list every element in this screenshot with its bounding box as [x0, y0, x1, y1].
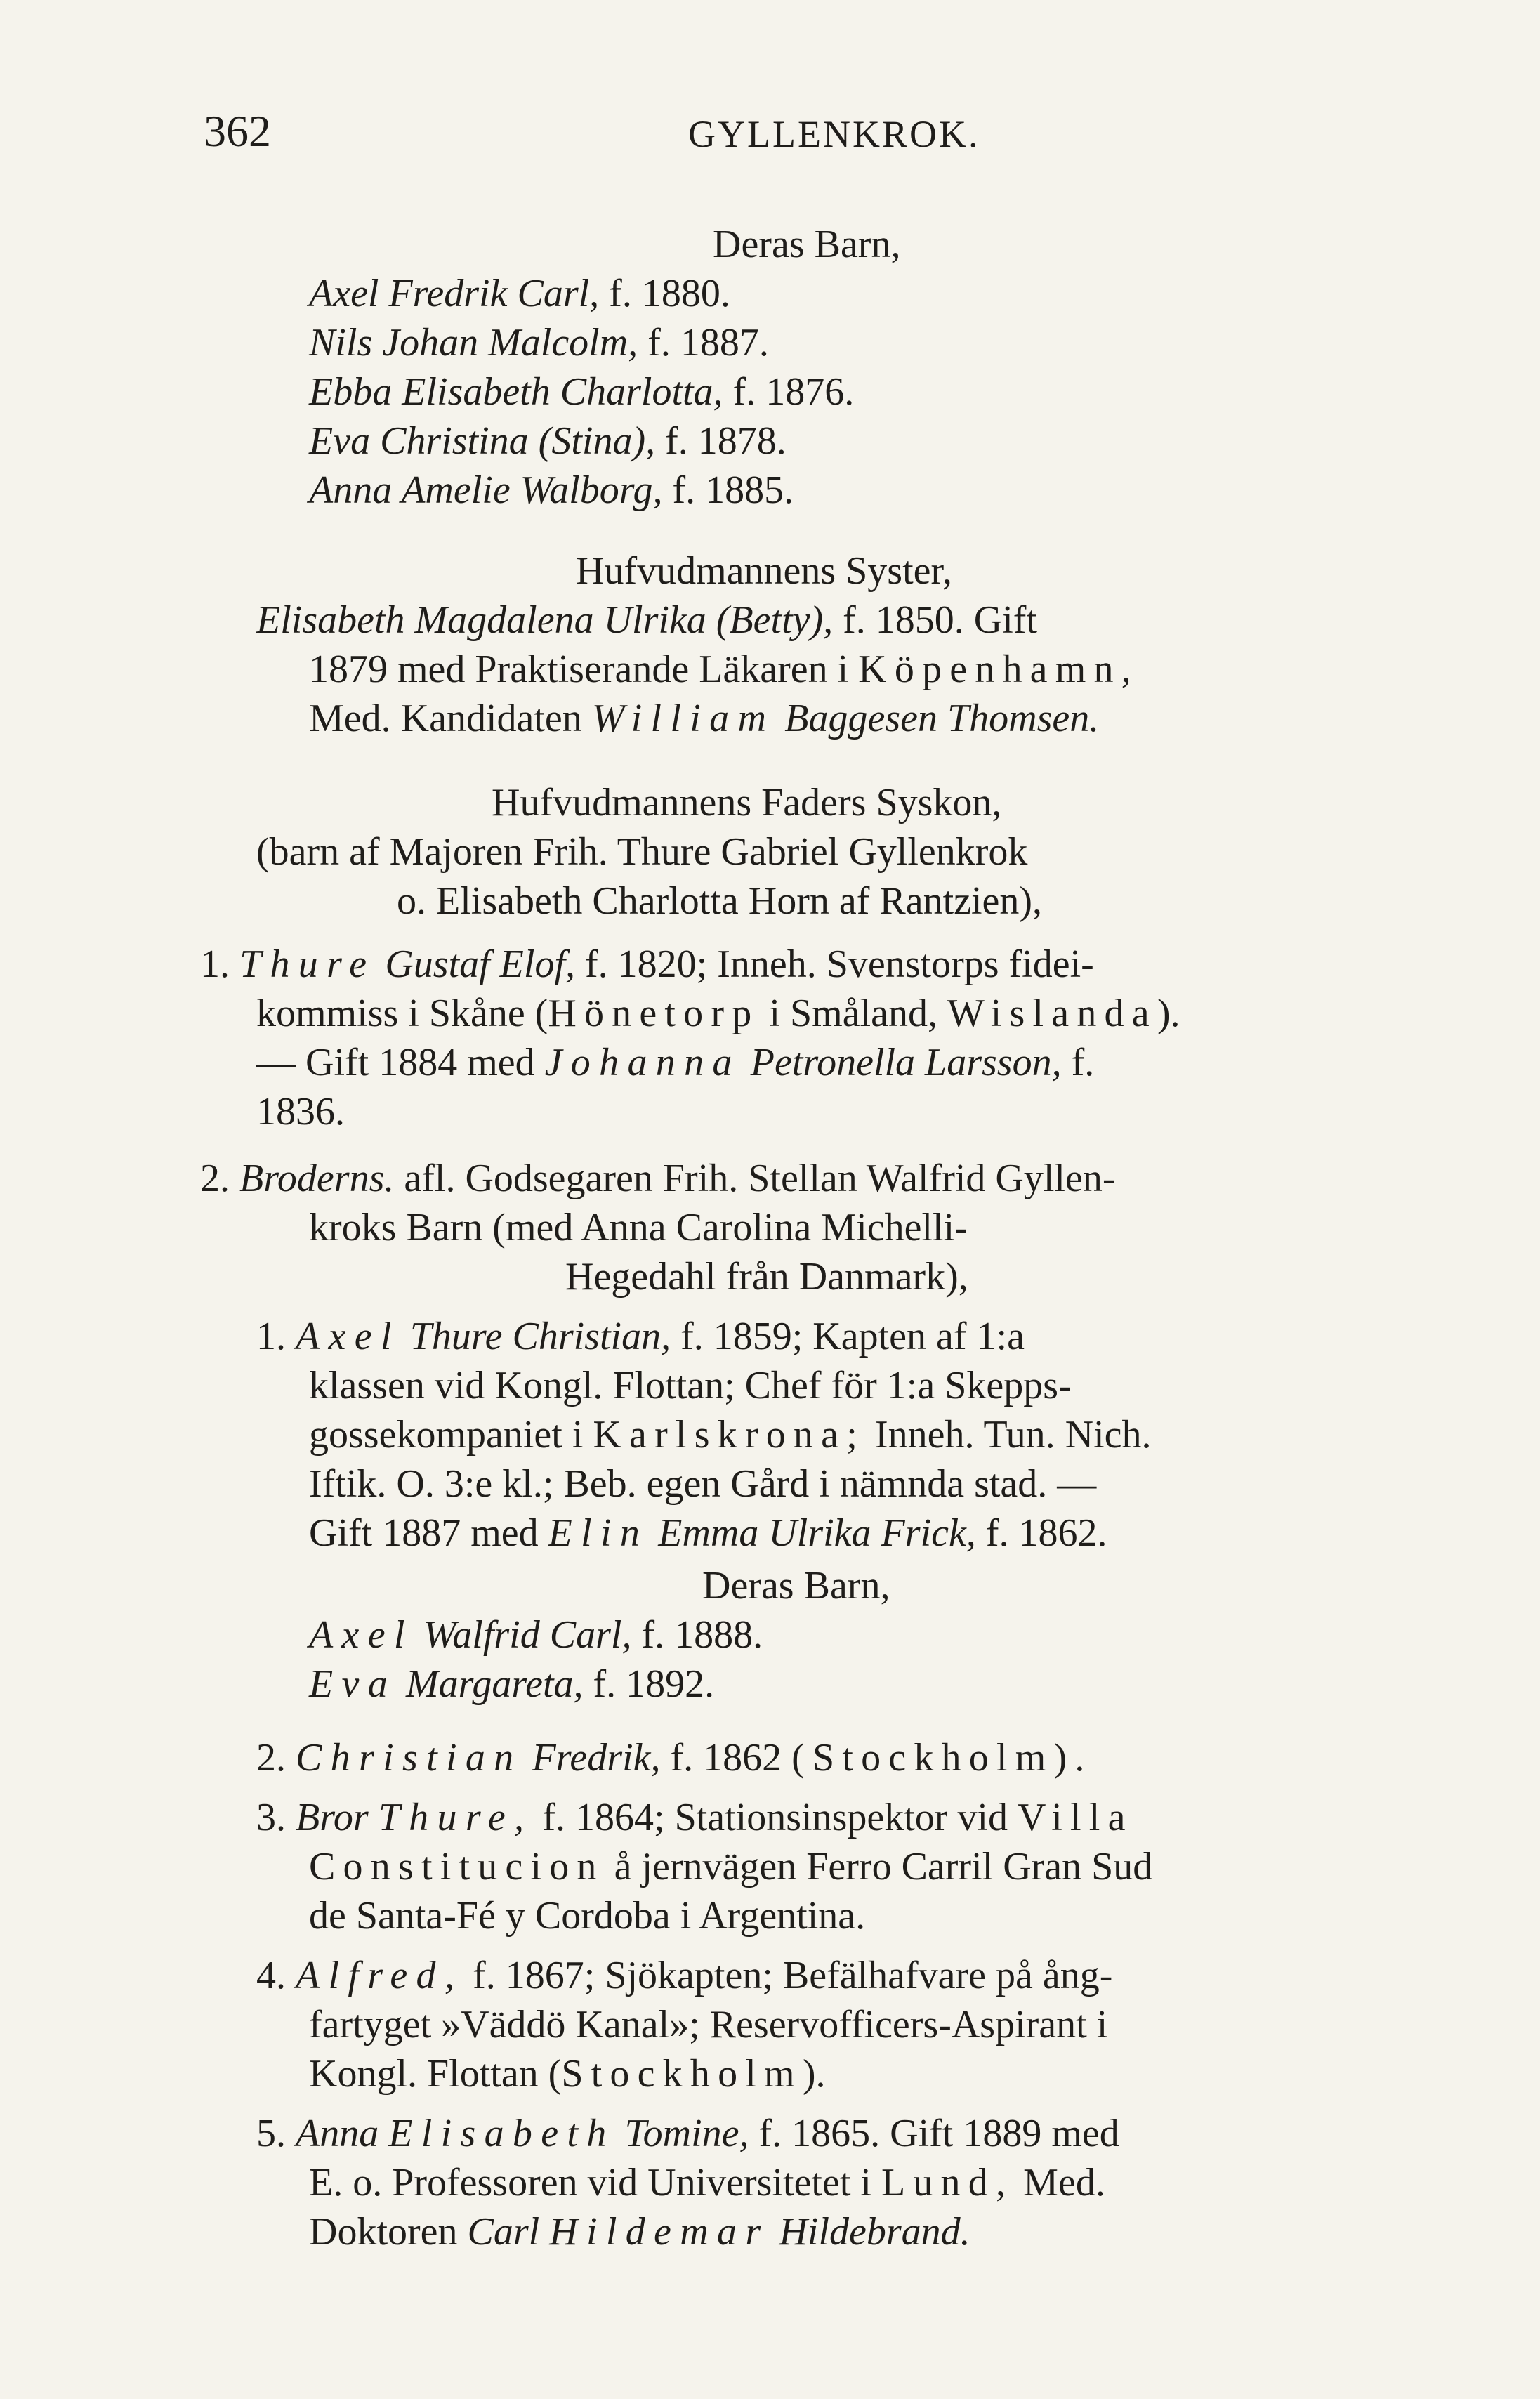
sub-4-line-1: 4. Alfred, f. 1867; Sjökapten; Befälhafvare på ång- [256, 1954, 1113, 1997]
entry-2-line-3: Hegedahl från Danmark), [565, 1255, 968, 1299]
sub-5-line-1: 5. Anna Elisabeth Tomine, f. 1865. Gift 1889 med [256, 2112, 1119, 2155]
sub-1-children-heading: Deras Barn, [702, 1564, 890, 1608]
sister-line-3: Med. Kandidaten William Baggesen Thomsen. [309, 697, 1100, 740]
entry-1-line-2: kommiss i Skåne (Hönetorp i Småland, Wislanda). [256, 992, 1180, 1035]
siblings-subheading-1: (barn af Majoren Frih. Thure Gabriel Gyllenkrok [256, 830, 1028, 874]
page-number: 362 [204, 106, 271, 156]
child-4: Eva Christina (Stina), f. 1878. [309, 419, 787, 463]
sub-4-line-2: fartyget »Väddö Kanal»; Reservofficers-Aspirant i [309, 2003, 1108, 2046]
sub-1-line-4: Iftik. O. 3:e kl.; Beb. egen Gård i nämnda stad. — [309, 1462, 1097, 1506]
page-header [204, 105, 1468, 169]
siblings-subheading-2: o. Elisabeth Charlotta Horn af Rantzien), [397, 879, 1043, 923]
child-2: Nils Johan Malcolm, f. 1887. [309, 321, 769, 364]
sub-3-line-2: Constitucion å jernvägen Ferro Carril Gran Sud [309, 1845, 1153, 1888]
sister-heading: Hufvudmannens Syster, [576, 549, 952, 593]
entry-1-line-3: — Gift 1884 med Johanna Petronella Larsson, f. [256, 1041, 1095, 1084]
sub-1-line-3: gossekompaniet i Karlskrona; Inneh. Tun. Nich. [309, 1413, 1152, 1457]
sub-4-line-3: Kongl. Flottan (Stockholm). [309, 2052, 826, 2096]
running-title: GYLLENKROK. [688, 113, 980, 155]
children-heading: Deras Barn, [713, 223, 901, 266]
sub-2-line-1: 2. Christian Fredrik, f. 1862 (Stockholm). [256, 1736, 1093, 1780]
sub-1-child-2: Eva Margareta, f. 1892. [309, 1662, 715, 1706]
sub-5-line-3: Doktoren Carl Hildemar Hildebrand. [309, 2210, 970, 2254]
entry-2-line-2: kroks Barn (med Anna Carolina Michelli- [309, 1206, 968, 1249]
sub-1-line-5: Gift 1887 med Elin Emma Ulrika Frick, f. 1862. [309, 1511, 1107, 1555]
entry-1-line-1: 1. Thure Gustaf Elof, f. 1820; Inneh. Svenstorps fidei- [200, 942, 1094, 986]
sub-1-child-1: Axel Walfrid Carl, f. 1888. [309, 1613, 763, 1657]
child-5: Anna Amelie Walborg, f. 1885. [309, 468, 794, 512]
sub-3-line-3: de Santa-Fé y Cordoba i Argentina. [309, 1894, 866, 1938]
sub-1-line-1: 1. Axel Thure Christian, f. 1859; Kapten af 1:a [256, 1315, 1025, 1358]
child-1: Axel Fredrik Carl, f. 1880. [309, 272, 730, 315]
sister-line-2: 1879 med Praktiserande Läkaren i Köpenhamn, [309, 648, 1139, 691]
sister-line-1: Elisabeth Magdalena Ulrika (Betty), f. 1850. Gift [256, 598, 1037, 642]
siblings-heading: Hufvudmannens Faders Syskon, [492, 781, 1002, 824]
child-3: Ebba Elisabeth Charlotta, f. 1876. [309, 370, 855, 414]
sub-1-line-2: klassen vid Kongl. Flottan; Chef för 1:a Skepps- [309, 1364, 1072, 1407]
sub-5-line-2: E. o. Professoren vid Universitetet i Lund, Med. [309, 2161, 1105, 2204]
entry-1-line-4: 1836. [256, 1090, 345, 1133]
sub-3-line-1: 3. Bror Thure, f. 1864; Stationsinspektor vid Villa [256, 1796, 1133, 1839]
entry-2-line-1: 2. Broderns. afl. Godsegaren Frih. Stellan Walfrid Gyllen- [200, 1157, 1116, 1200]
